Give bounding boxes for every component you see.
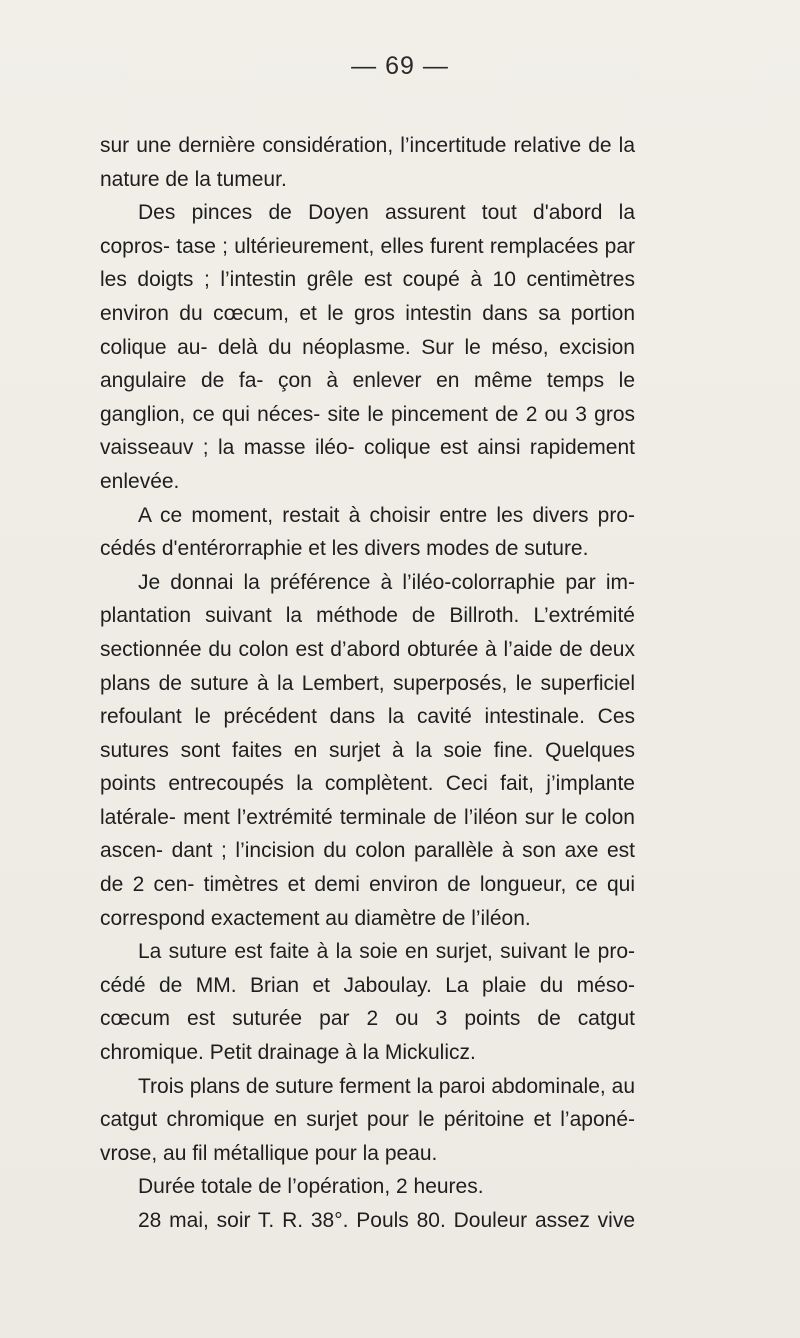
paragraph-followup: 28 mai, soir T. R. 38°. Pouls 80. Douleur assez vive	[138, 1209, 635, 1232]
paragraph-ileocolorraphie: Je donnai la préférence à l’iléo-colorraphie par im- plantation suivant la méthode de Billroth. L’extrémité sectionnée du colon est d’abord obturée à l’aide de deux plans de suture à la Lembert, superposés, le superficiel refoulant le précédent dans la cavité intestinale. Ces sutures sont faites en surjet à la soie fine. Quelques points entrecoupés la complètent. Ceci fait, j’implante latérale- ment l’extrémité terminale de l’iléon sur le colon ascen- dant ; l’incision du colon parallèle à son axe est de 2 cen- timètres et demi environ de longueur, ce qui correspond exactement au diamètre de l’iléon.	[100, 570, 635, 930]
paragraph-coprostase: Des pinces de Doyen assurent tout d'abord la copros- tase ; ultérieurement, elles furent remplacées par les doigts ; l’intestin grêle est coupé à 10 centimètres environ du cœcum, et le gros intestin dans sa portion colique au- delà du néoplasme. Sur le méso, excision angulaire de fa- çon à enlever en même temps le ganglion, ce qui néces- site le pincement de 2 ou 3 gros vaisseauv ; la masse iléo- colique est ainsi rapidement enlevée.	[100, 201, 635, 493]
paragraph-duration: Durée totale de l’opération, 2 heures.	[138, 1175, 484, 1199]
paragraph-choice: A ce moment, restait à choisir entre les divers pro- cédés d'entérorraphie et les divers modes de suture.	[100, 503, 635, 561]
paragraph-suture: La suture est faite à la soie en surjet, suivant le pro- cédé de MM. Brian et Jaboulay. La plaie du méso-cœcum est suturée par 2 ou 3 points de catgut chromique. Petit drainage à la Mickulicz.	[100, 940, 635, 1065]
page-number: — 69 —	[351, 52, 449, 80]
paragraph-closure: Trois plans de suture ferment la paroi abdominale, au catgut chromique en surjet pour le péritoine et l’aponé- vrose, au fil métallique pour la peau.	[100, 1074, 635, 1165]
paragraph-continuation: sur une dernière considération, l’incertitude relative de la nature de la tumeur.	[100, 134, 635, 191]
body-text	[100, 129, 635, 1238]
